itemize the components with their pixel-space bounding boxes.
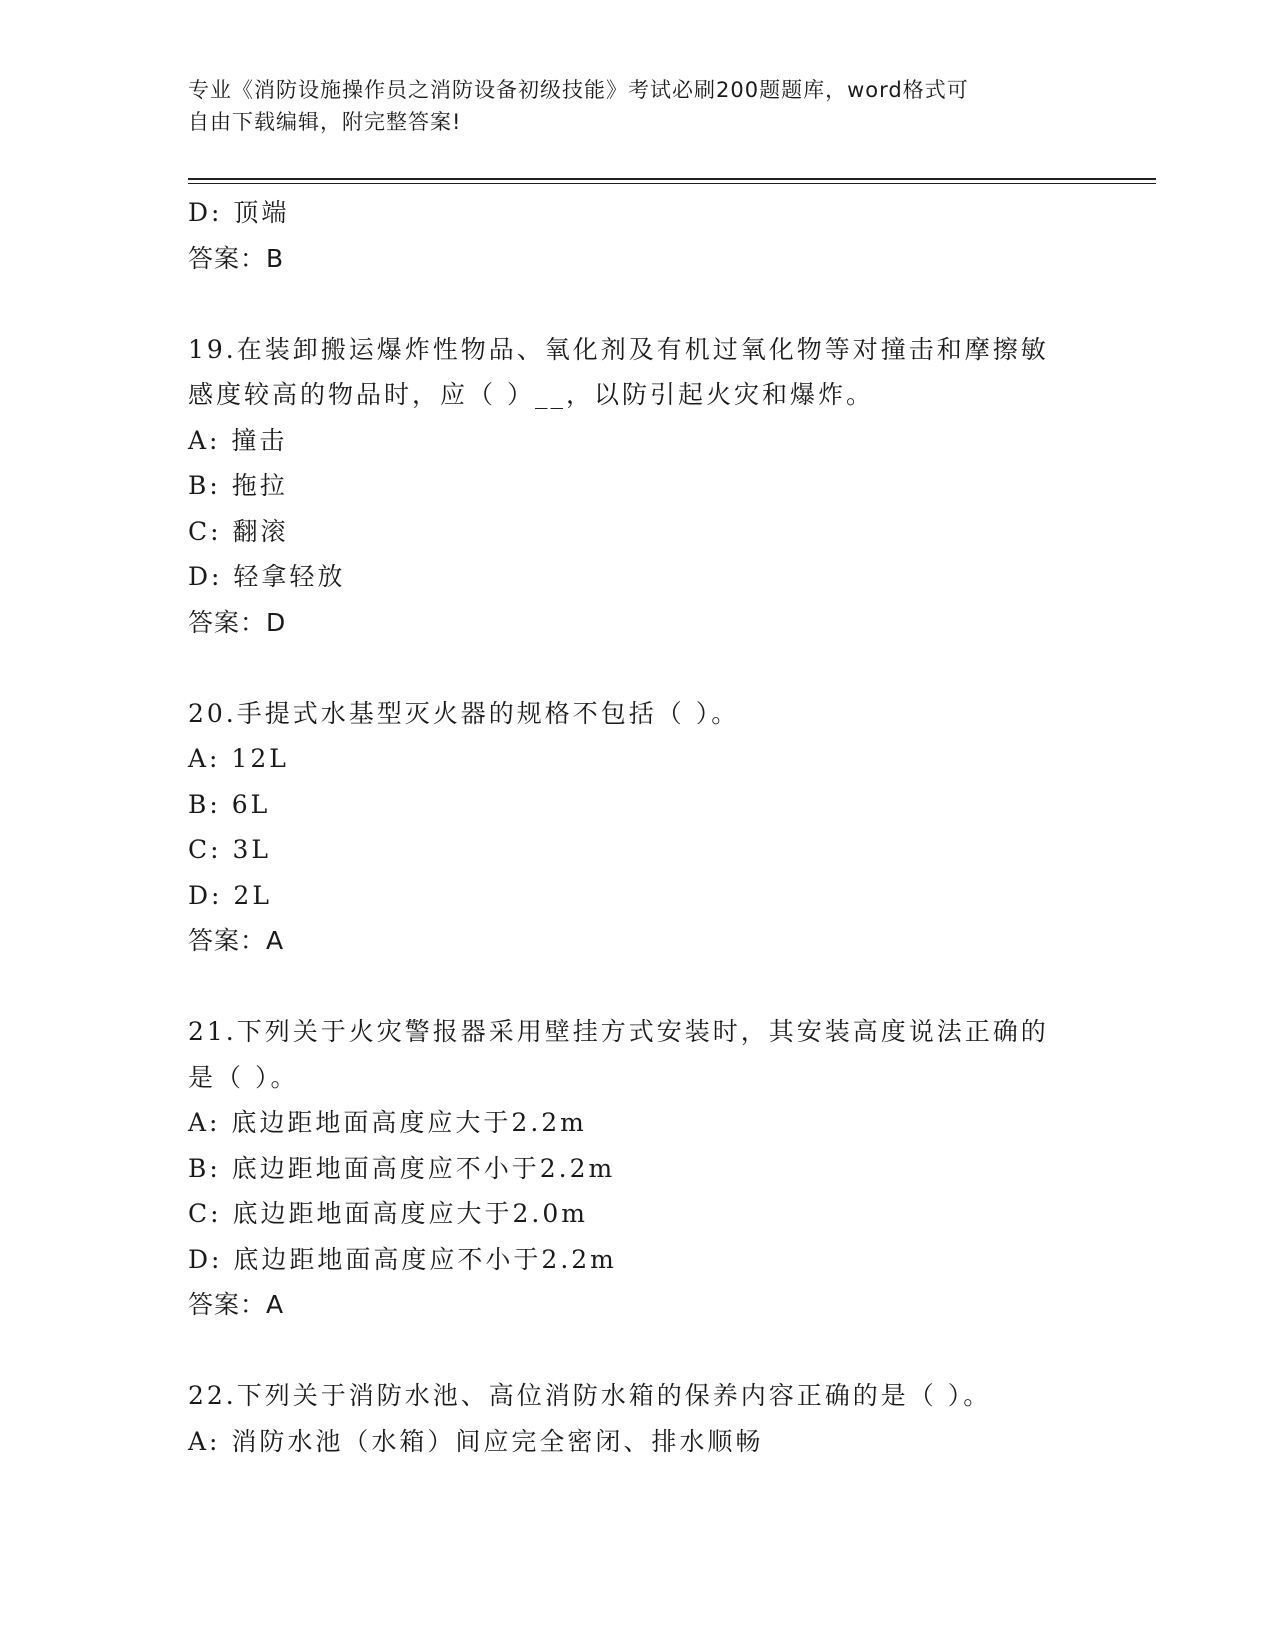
question-20-answer: 答案：A — [188, 926, 285, 955]
question-21-answer: 答案：A — [188, 1290, 285, 1319]
question-21-option-c: C: 底边距地面高度应大于2.0m — [188, 1199, 588, 1228]
question-20-option-a: A: 12L — [188, 744, 289, 773]
header-rule-thin — [188, 183, 1156, 184]
page-header — [188, 74, 1088, 138]
question-21-option-d: D: 底边距地面高度应不小于2.2m — [188, 1244, 617, 1274]
question-20-option-c: C: 3L — [188, 835, 272, 864]
question-21-text-1: 21.下列关于火灾警报器采用壁挂方式安装时，其安装高度说法正确的 — [188, 1017, 1049, 1046]
spacer — [188, 1328, 1088, 1374]
question-20-option-b: B: 6L — [188, 789, 271, 819]
spacer — [188, 964, 1088, 1010]
prev-option-d: D: 顶端 — [188, 198, 290, 227]
question-20 — [188, 691, 1088, 964]
question-20-option-d: D: 2L — [188, 880, 272, 910]
question-22 — [188, 1373, 1088, 1464]
spacer — [188, 645, 1088, 691]
header-line-1: 专业《消防设施操作员之消防设备初级技能》考试必刷200题题库，word格式可 — [188, 78, 969, 102]
question-19-option-b: B: 拖拉 — [188, 471, 288, 500]
question-22-option-a: A: 消防水池（水箱）间应完全密闭、排水顺畅 — [188, 1426, 764, 1456]
question-19-answer: 答案：D — [188, 607, 287, 637]
question-19-text-2: 感度较高的物品时，应（ ）__，以防引起火灾和爆炸。 — [188, 380, 874, 409]
header-line-2: 自由下载编辑，附完整答案! — [188, 110, 462, 134]
question-19-option-c: C: 翻滚 — [188, 516, 289, 546]
question-21-option-a: A: 底边距地面高度应大于2.2m — [188, 1108, 587, 1137]
question-20-text-1: 20.手提式水基型灭火器的规格不包括（ ）。 — [188, 698, 740, 728]
question-21 — [188, 1009, 1088, 1328]
prev-answer: 答案：B — [188, 243, 285, 273]
header-rule-thick — [188, 178, 1156, 180]
question-19-option-d: D: 轻拿轻放 — [188, 562, 346, 591]
question-22-text-1: 22.下列关于消防水池、高位消防水箱的保养内容正确的是（ ）。 — [188, 1381, 992, 1410]
question-list — [188, 190, 1088, 1464]
question-19-text-1: 19.在装卸搬运爆炸性物品、氧化剂及有机过氧化物等对撞击和摩擦敏 — [188, 334, 1049, 364]
question-21-text-2: 是（ ）。 — [188, 1062, 299, 1092]
spacer — [188, 281, 1088, 327]
question-21-option-b: B: 底边距地面高度应不小于2.2m — [188, 1153, 616, 1183]
question-19 — [188, 327, 1088, 646]
question-19-option-a: A: 撞击 — [188, 425, 288, 455]
